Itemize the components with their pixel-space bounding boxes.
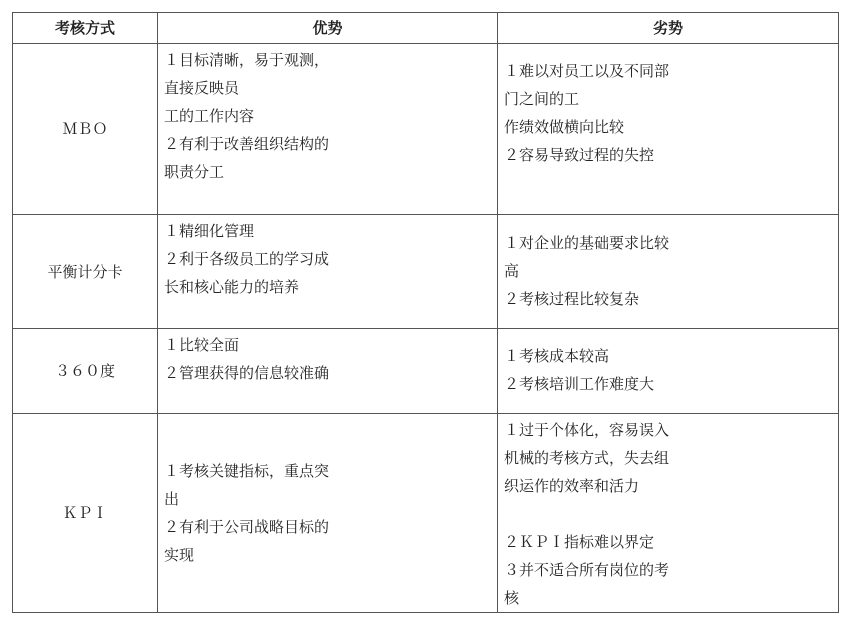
advantages-cell bbox=[158, 414, 498, 613]
table-row-bsc bbox=[13, 215, 839, 329]
disadvantage-line: １难以对员工以及不同部 bbox=[504, 62, 670, 80]
advantage-line: 实现 bbox=[164, 546, 195, 564]
advantage-line: 长和核心能力的培养 bbox=[164, 278, 300, 296]
advantage-line: ２有利于公司战略目标的 bbox=[164, 518, 330, 536]
table-row-kpi bbox=[13, 414, 839, 613]
method-cell: ３６０度 bbox=[13, 329, 158, 414]
disadvantage-line: 织运作的效率和活力 bbox=[504, 477, 640, 495]
table-row-360 bbox=[13, 329, 839, 414]
disadvantages-cell bbox=[498, 215, 839, 329]
disadvantages-cell bbox=[498, 414, 839, 613]
disadvantage-line: 高 bbox=[504, 262, 520, 280]
method-cell: 平衡计分卡 bbox=[13, 215, 158, 329]
method-cell: ＭＢＯ bbox=[13, 44, 158, 215]
blank-line bbox=[504, 500, 832, 528]
disadvantages-cell bbox=[498, 329, 839, 414]
advantage-line: ２利于各级员工的学习成 bbox=[164, 250, 330, 268]
advantage-line: 工的工作内容 bbox=[164, 107, 255, 125]
disadvantage-line: ２ＫＰＩ指标难以界定 bbox=[504, 533, 655, 551]
disadvantage-line: １对企业的基础要求比较 bbox=[504, 234, 670, 252]
advantage-line: １目标清晰，易于观测， bbox=[164, 51, 330, 69]
advantages-cell bbox=[158, 215, 498, 329]
disadvantage-line: 机械的考核方式，失去组 bbox=[504, 449, 670, 467]
advantage-line: ２有利于改善组织结构的 bbox=[164, 135, 330, 153]
advantage-line: 出 bbox=[164, 490, 180, 508]
header-method: 考核方式 bbox=[13, 13, 158, 44]
advantage-line: １考核关键指标，重点突 bbox=[164, 462, 330, 480]
table-row-mbo bbox=[13, 44, 839, 215]
advantage-line: 职责分工 bbox=[164, 163, 225, 181]
method-cell: ＫＰＩ bbox=[13, 414, 158, 613]
advantage-line: １比较全面 bbox=[164, 336, 240, 354]
disadvantage-line: ２考核过程比较复杂 bbox=[504, 290, 640, 308]
header-disadvantages: 劣势 bbox=[498, 13, 839, 44]
header-row bbox=[13, 13, 839, 44]
disadvantage-line: ２容易导致过程的失控 bbox=[504, 146, 655, 164]
advantages-cell bbox=[158, 44, 498, 215]
comparison-table bbox=[12, 12, 839, 613]
advantages-cell bbox=[158, 329, 498, 414]
advantage-line: ２管理获得的信息较准确 bbox=[164, 364, 330, 382]
disadvantage-line: １过于个体化，容易误入 bbox=[504, 421, 670, 439]
disadvantage-line: 核 bbox=[504, 589, 520, 607]
advantage-line: 直接反映员 bbox=[164, 79, 240, 97]
disadvantage-line: 作绩效做横向比较 bbox=[504, 118, 625, 136]
disadvantages-cell bbox=[498, 44, 839, 215]
disadvantage-line: ３并不适合所有岗位的考 bbox=[504, 561, 670, 579]
header-advantages: 优势 bbox=[158, 13, 498, 44]
disadvantage-line: 门之间的工 bbox=[504, 90, 580, 108]
disadvantage-line: ２考核培训工作难度大 bbox=[504, 375, 655, 393]
disadvantage-line: １考核成本较高 bbox=[504, 347, 610, 365]
advantage-line: １精细化管理 bbox=[164, 222, 255, 240]
